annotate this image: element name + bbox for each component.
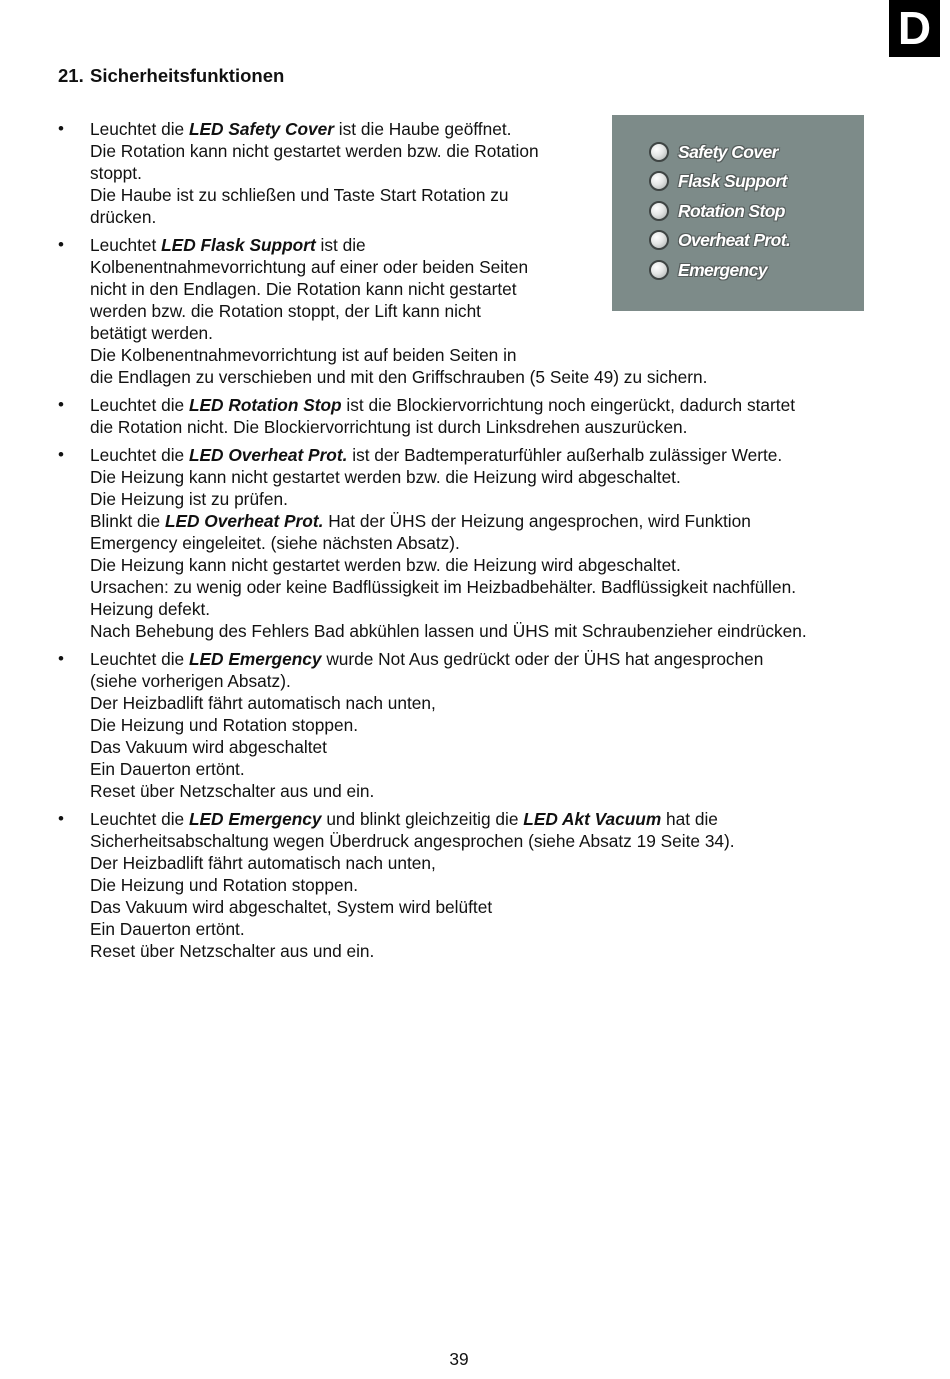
text-line	[90, 758, 893, 780]
led-label: Flask Support	[678, 170, 787, 191]
text-segment: nicht in den Endlagen. Die Rotation kann nicht gestartet	[90, 279, 517, 299]
text-line	[90, 576, 893, 598]
text-line	[90, 234, 893, 256]
text-line	[90, 896, 893, 918]
text-line	[90, 940, 893, 962]
text-line	[90, 648, 893, 670]
led-name-emphasis: LED Safety Cover	[188, 119, 334, 139]
text-line	[90, 344, 893, 366]
text-line	[90, 830, 893, 852]
text-segment: betätigt werden.	[90, 323, 213, 343]
list-item	[58, 444, 893, 642]
list-item	[58, 808, 893, 962]
text-segment: die Endlagen zu verschieben und mit den Griffschrauben (5 Seite 49) zu sichern.	[90, 367, 708, 387]
text-segment: Die Kolbenentnahmevorrichtung ist auf beiden Seiten in	[90, 345, 517, 365]
text-line	[90, 874, 893, 896]
text-segment: Das Vakuum wird abgeschaltet	[90, 737, 327, 757]
text-segment: und blinkt gleichzeitig die	[321, 809, 524, 829]
led-name-emphasis: LED Emergency	[188, 809, 322, 829]
text-segment: Das Vakuum wird abgeschaltet, System wird belüftet	[90, 897, 493, 917]
led-name-emphasis: LED Overheat Prot.	[164, 511, 324, 531]
text-segment: Die Heizung kann nicht gestartet werden bzw. die Heizung wird abgeschaltet.	[90, 467, 681, 487]
text-segment: Leuchtet die	[90, 395, 189, 415]
text-line	[90, 598, 893, 620]
text-segment: Die Heizung kann nicht gestartet werden bzw. die Heizung wird abgeschaltet.	[90, 555, 681, 575]
text-segment: Reset über Netzschalter aus und ein.	[90, 941, 375, 961]
text-segment: Die Heizung und Rotation stoppen.	[90, 875, 359, 895]
led-name-emphasis: LED Flask Support	[161, 235, 316, 255]
text-segment: Leuchtet	[90, 235, 162, 255]
text-segment: werden bzw. die Rotation stoppt, der Lift kann nicht	[90, 301, 481, 321]
text-segment: ist die	[315, 235, 366, 255]
text-line	[90, 736, 893, 758]
section-number: 21.	[58, 65, 84, 86]
text-line	[90, 692, 893, 714]
led-label: Overheat Prot.	[678, 229, 791, 250]
text-line	[90, 416, 893, 438]
text-line	[90, 852, 893, 874]
text-line	[90, 278, 893, 300]
text-segment: Hat der ÜHS der Heizung angesprochen, wird Funktion	[323, 511, 751, 531]
text-segment: Blinkt die	[90, 511, 165, 531]
safety-function-list	[58, 118, 893, 968]
text-line	[90, 206, 893, 228]
text-segment: (siehe vorherigen Absatz).	[90, 671, 291, 691]
led-name-emphasis: LED Emergency	[188, 649, 322, 669]
language-tab: D	[889, 0, 940, 57]
led-name-emphasis: LED Overheat Prot.	[188, 445, 348, 465]
text-segment: Ein Dauerton ertönt.	[90, 759, 245, 779]
text-line	[90, 918, 893, 940]
text-line	[90, 714, 893, 736]
text-line	[90, 554, 893, 576]
text-line	[90, 510, 893, 532]
text-segment: Der Heizbadlift fährt automatisch nach unten,	[90, 693, 436, 713]
text-line	[90, 300, 893, 322]
text-segment: Leuchtet die	[90, 445, 189, 465]
text-segment: Ursachen: zu wenig oder keine Badflüssigkeit im Heizbadbehälter. Badflüssigkeit nachfüllen.	[90, 577, 797, 597]
text-segment: Leuchtet die	[90, 809, 189, 829]
text-segment: wurde Not Aus gedrückt oder der ÜHS hat angesprochen	[321, 649, 764, 669]
text-line	[90, 256, 893, 278]
text-line	[90, 322, 893, 344]
text-segment: Emergency eingeleitet. (siehe nächsten Absatz).	[90, 533, 460, 553]
text-line	[90, 532, 893, 554]
list-item	[58, 234, 893, 388]
text-line	[90, 140, 893, 162]
text-segment: ist die Blockiervorrichtung noch eingerückt, dadurch startet	[341, 395, 795, 415]
text-line	[90, 488, 893, 510]
led-label: Rotation Stop	[678, 200, 785, 221]
list-item	[58, 118, 893, 228]
text-segment: Sicherheitsabschaltung wegen Überdruck angesprochen (siehe Absatz 19 Seite 34).	[90, 831, 735, 851]
text-line	[90, 808, 893, 830]
text-segment: die Rotation nicht. Die Blockiervorrichtung ist durch Linksdrehen auszurücken.	[90, 417, 688, 437]
text-segment: Heizung defekt.	[90, 599, 211, 619]
text-segment: Die Haube ist zu schließen und Taste Start Rotation zu	[90, 185, 509, 205]
text-segment: stoppt.	[90, 163, 142, 183]
text-segment: ist der Badtemperaturfühler außerhalb zulässiger Werte.	[347, 445, 783, 465]
led-name-emphasis: LED Akt Vacuum	[523, 809, 662, 829]
text-segment: Reset über Netzschalter aus und ein.	[90, 781, 375, 801]
text-line	[90, 162, 893, 184]
led-label: Emergency	[678, 259, 767, 280]
text-line	[90, 670, 893, 692]
text-line	[90, 620, 893, 642]
text-segment: drücken.	[90, 207, 157, 227]
text-segment: Die Rotation kann nicht gestartet werden bzw. die Rotation	[90, 141, 539, 161]
text-segment: Nach Behebung des Fehlers Bad abkühlen lassen und ÜHS mit Schraubenzieher eindrücken.	[90, 621, 807, 641]
list-item	[58, 394, 893, 438]
text-segment: Leuchtet die	[90, 649, 189, 669]
text-segment: Der Heizbadlift fährt automatisch nach unten,	[90, 853, 436, 873]
text-line	[90, 444, 893, 466]
section-title	[58, 64, 284, 88]
list-item	[58, 648, 893, 802]
text-line	[90, 118, 893, 140]
text-line	[90, 466, 893, 488]
text-segment: Kolbenentnahmevorrichtung auf einer oder beiden Seiten	[90, 257, 529, 277]
text-segment: Leuchtet die	[90, 119, 189, 139]
text-segment: ist die Haube geöffnet.	[334, 119, 512, 139]
led-label: Safety Cover	[678, 141, 778, 162]
text-line	[90, 394, 893, 416]
text-line	[90, 780, 893, 802]
led-name-emphasis: LED Rotation Stop	[188, 395, 342, 415]
page-number: 39	[449, 1349, 469, 1369]
text-segment: Die Heizung und Rotation stoppen.	[90, 715, 359, 735]
text-segment: hat die	[661, 809, 718, 829]
text-segment: Die Heizung ist zu prüfen.	[90, 489, 288, 509]
text-segment: Ein Dauerton ertönt.	[90, 919, 245, 939]
text-line	[90, 366, 893, 388]
text-line	[90, 184, 893, 206]
section-title-text: Sicherheitsfunktionen	[90, 65, 285, 86]
